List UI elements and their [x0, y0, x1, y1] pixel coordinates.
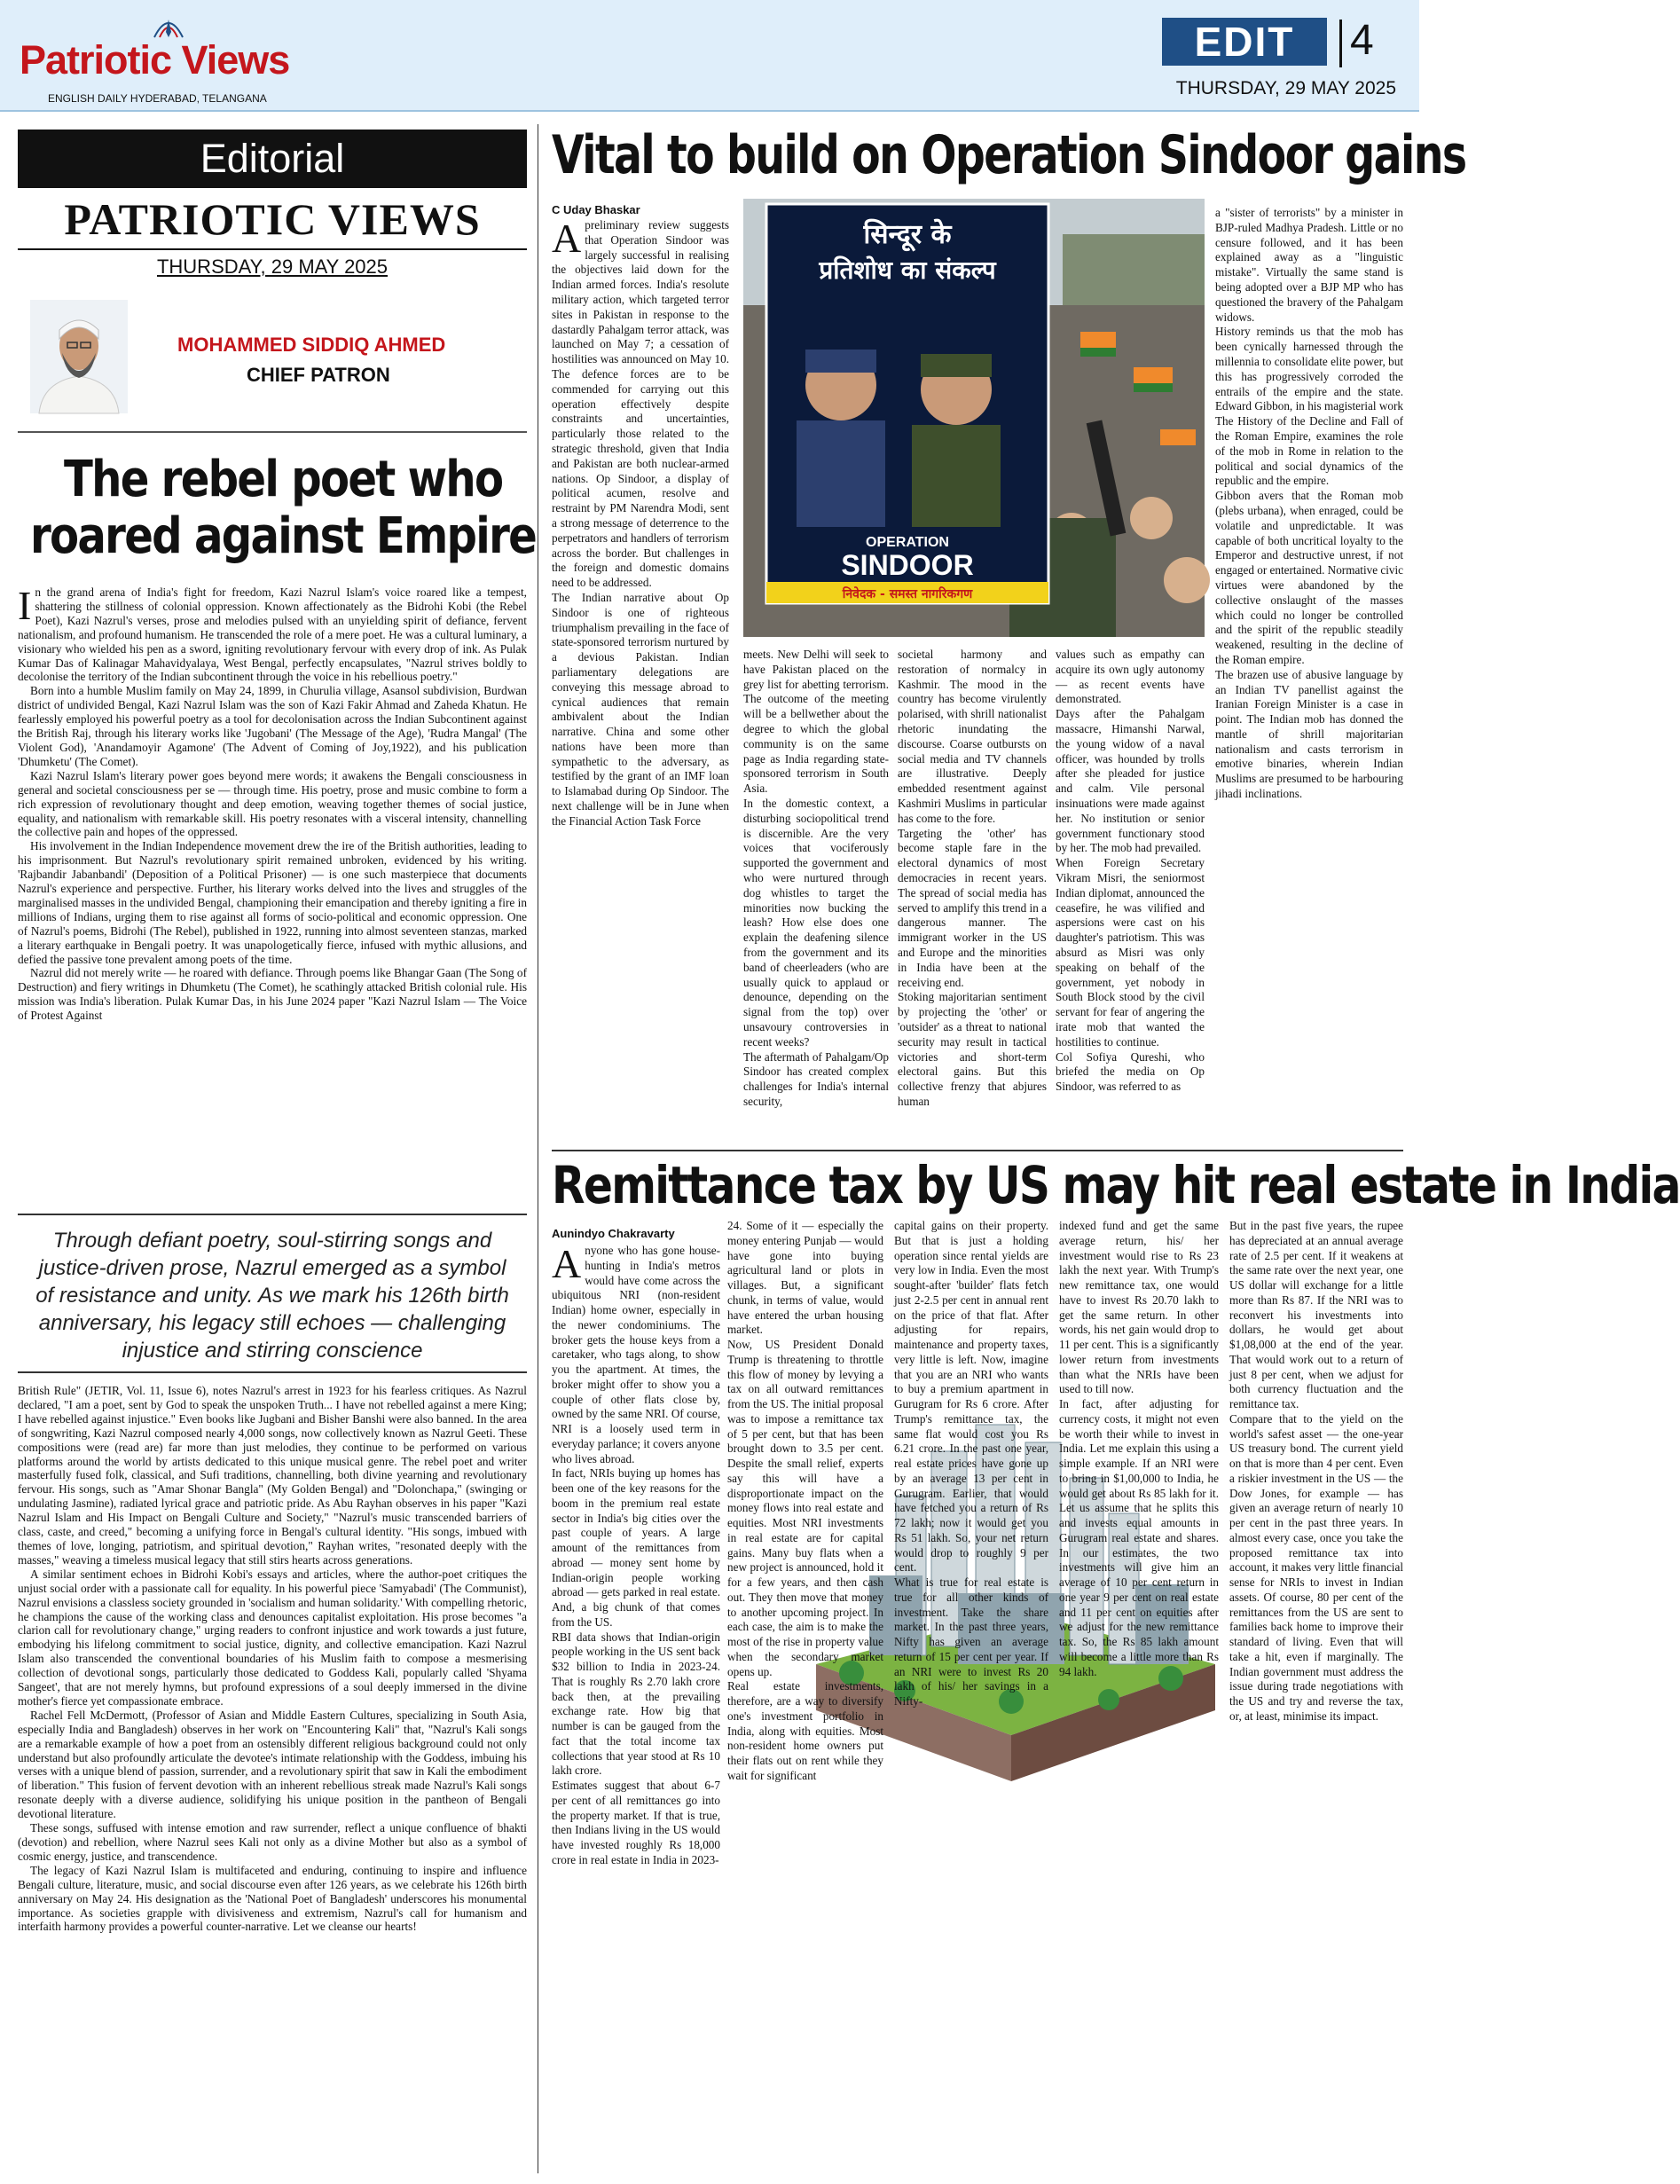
vital-byline: C Uday Bhaskar [552, 203, 640, 216]
paragraph: nyone who has gone house-hunting in India's metros would have come across the ubiquitous NRI (non-resident Indian) home owner, especially in the newer condominiums. The broker gets the house keys from a caretaker, who tags along, to show you the apartment. At times, the broker might offer to show you a couple of other flats close by, owned by the same NRI. Of course, NRI is a loosely used term in everyday parlance; it covers anyone who lives abroad. In fact, NRIs buying up homes has been one of the key reasons for the boom in the premium real estate sector in India's big cities over the past couple of years. A large amount of the remittances from abroad — money sent home by Indian-origin people working abroad — gets parked in real estate. And, a big chunk of that comes from the US. RBI data shows that Indian-origin people working in the US sent back $32 billion to India in 2023-24. That is roughly Rs 2.70 lakh crore back then, at the prevailing exchange rate. How big that number is can be gauged from the fact that the total income tax collections that year stood at Rs 10 lakh crore. Estimates suggest that about 6-7 per cent of all remittances go into the property market. If that is true, then Indians living in the US would have invested roughly Rs 18,000 crore in real estate in India in 2023- [552, 1244, 720, 1866]
section-divider [1339, 20, 1342, 67]
vital-col-3: societal harmony and restoration of normalcy in Kashmir. The mood in the country has become virulently polarised, with shrill nationalist rhetoric inundating the discourse. Coarse outbursts on social media and TV channels are illustrative. Deeply embedded resentment against Kashmiri Muslims in particular has come to the fore. Targeting the 'other' has become staple fare in the electoral dynamics of most democracies in recent years. The spread of social media has served to amplify this trend in a dangerous manner. The immigrant worker in the US and Europe and the minorities in India have been at the receiving end. Stoking majoritarian sentiment by projecting the 'other' or 'outsider' as a threat to national security may result in tactical victories and short-term electoral gains. But this collective frenzy that abjures human [898, 648, 1047, 1108]
paper-name: PATRIOTIC VIEWS [64, 194, 481, 244]
patron-title: CHIEF PATRON [247, 364, 390, 386]
drop-cap: A [552, 216, 582, 261]
paragraph: n the grand arena of India's fight for freedom, Kazi Nazrul Islam's voice roared like a tempest, shattering the stillness of colonial oppression. Known affectionately as the Bidrohi Kobi (the Rebel Poet), Kazi Nazrul's verses, prose and melodies pulsed with an unyielding spirit of defiance, fervent nationalism, and profound humanism. He transcended the role of a mere poet. He was a cultural luminary, a visionary who wielded his pen as a sword, igniting revolutionary fervour with every drop of ink. As Pulak Kumar Das of Kalinagar Mahavidyalaya, West Bengal, perfectly encapsulates, "Nazrul strives boldly to decolonise the territory of the Indian subcontinent through the voice in his rebellious poetry." [18, 585, 527, 684]
paragraph: Nazrul did not merely write — he roared with defiance. Through poems like Bhangar Gaan (The Song of Destruction) and fiery writings in Dhumketu (The Comet), he scathingly attacked British colonial rule. His mission was India's liberation. Pulak Kumar Das, in his June 2024 paper "Kazi Nazrul Islam — The Voice of Protest Against [18, 966, 527, 1023]
paragraph: Born into a humble Muslim family on May 24, 1899, in Churulia village, Asansol subdivision, Burdwan district of undivided Bengal, Kazi Nazrul Islam was the son of Kazi Fakir Ahmad and Zaheda Khatun. He fearlessly employed his powerful poetry as a tool for decolonisation across the Indian Subcontinent against the British Raj, through his literary works like 'Jugobani' (The Message of the Age), 'Rudra Mangal' (The Violent God), 'Anandamoyir Agamone' (The Advent of Coming of Joy,1922), and his publication 'Dhumketu' (The Comet). [18, 684, 527, 768]
divider [18, 431, 527, 433]
vital-col-1 [552, 218, 729, 1150]
remittance-col-5: But in the past five years, the rupee has depreciated at an annual average rate of 2.5 per cent. If it weakens at the same rate over the next year, one US dollar will exchange for a little more than Rs 87. If the NRI was to reconvert his investments into dollars, he would get about $1,08,000 at the end of the year. That would work out to a return of just 8 per cent, when we adjust for both currency fluctuation and the remittance tax. Compare that to the yield on the world's safest asset — the one-year US treasury bond. The current yield on that is more than 4 per cent. Even a riskier investment in the US — the Dow Jones, for example — has given an average return of nearly 10 per cent in the past three years. In almost every case, once you take the proposed remittance tax into account, it makes very little financial sense for NRIs to invest in Indian assets. Of course, 80 per cent of the remittances from the US are sent to families back home to improve their standard of living. Even that will take a hit, even if marginally. The Indian government must address the issue during trade negotiations with the US and try and reverse the tax, or, at least, minimise its impact. [1229, 1219, 1403, 1723]
protest-photo [743, 199, 1205, 637]
pull-quote: Through defiant poetry, soul-stirring songs and justice-driven prose, Nazrul emerged as a symbol of resistance and unity. As we mark his 126th birth anniversary, his legacy still echoes — challenging injustice and stirring conscience [35, 1229, 509, 1363]
vital-col-2: meets. New Delhi will seek to have Pakistan placed on the grey list for abetting terrorism. The outcome of the meeting will be a bellwether about the degree to which the global community is on the same page as India regarding state-sponsored terrorism in South Asia. In the domestic context, a disturbing sociopolitical trend is discernible. Are the very voices that vociferously supported the government and who were nurtured through dog whistles to target the minorities now bucking the leash? How else does one explain the deafening silence from the government and its band of cheerleaders (who are usually quick to applaud or denounce, depending on the signal from the top) over unsavoury controversies in recent weeks? The aftermath of Pahalgam/Op Sindoor has created complex challenges for India's internal security, [743, 648, 889, 1108]
patron-photo [30, 300, 128, 413]
section-rule [552, 1150, 1403, 1151]
patriotic-views-logo[interactable] [20, 12, 321, 105]
logo-tagline: ENGLISH DAILY HYDERABAD, TELANGANA [48, 92, 267, 105]
section-label: EDIT [1162, 18, 1327, 66]
paragraph: British Rule" (JETIR, Vol. 11, Issue 6), notes Nazrul's arrest in 1923 for his fearless critiques. As Nazrul declared, "I am a poet, sent by God to speak the unspoken Truth... I have not rebelled against a mere King; I have rebelled against injustice." Even books like Jugbani and Bisher Banshi were also banned. In the area of songwriting, Kazi Nazrul composed nearly 4,000 songs, now collectively known as Nazrul Geeti. These compositions were (read are) far more than just melodies, they continue to be performed on various platforms around the world by artists dedicated to this unique musical genre. The rebel poet and writer masterfully fused folk, classical, and Sufi traditions, channelling, both divine yearning and revolutionary fervour. His songs, such as "Amar Shonar Bangla" (My Golden Bengal) and "Dolonchapa," (swinging or undulating Jasmine), radiated lyrical grace and patriotic pride. As Abu Rayhan observes in his paper "Kazi Nazrul Islam and His Impact on Bengali Culture and Society," "Nazrul's music transcended barriers of class, caste, and creed," becoming a unifying force in Bengal's cultural identity. "His songs, imbued with themes of love, longing, patriotism, and spiritual devotion," Rayhan writes, "resonated deeply with the masses," weaving a timeless musical legacy that still stirs hearts across generations. [18, 1384, 527, 1567]
page-number: 4 [1350, 17, 1374, 64]
sign-footer: निवेदक - समस्त नागरिकगण [842, 587, 973, 601]
remittance-headline[interactable]: Remittance tax by US may hit real estate in India [552, 1155, 1680, 1215]
remittance-col-2: 24. Some of it — especially the money entering Punjab — would have gone into buying agricultural land or plots in villages. But, a significant chunk, in terms of value, would have entered the urban housing market. Now, US President Donald Trump is threatening to throttle this flow of money by levying a tax on all outward remittances from the US. The initial proposal was to impose a remittance tax of 5 per cent, but that has been brought down to 3.5 per cent. Despite the small relief, experts say this will have a disproportionate impact on the money flows into real estate and equities. Most NRI investments in real estate are for capital gains. Many buy flats when a new project is announced, hold it for a few years, and then cash out. They then move that money to another upcoming project. In each case, the aim is to make the most of the rise in property value when the secondary market opens up. Real estate investments, therefore, are a way to diversify one's investment portfolio in India, along with equities. Most non-resident home owners put their flats out on rent while they wait for significant [727, 1219, 883, 1782]
paragraph: preliminary review suggests that Operation Sindoor was largely successful in realising the objectives laid down for the Indian armed forces. India's resolute military action, which targeted terror sites in Pakistan in response to the dastardly Pahalgam terror attack, was launched on May 7; a cessation of hostilities was announced on May 10. The defence forces are to be commended for carrying out this operation effectively despite constraints and uncertainties, particularly those related to the strategic threshold, given that India and Pakistan are both nuclear-armed nations. Op Sindoor, a display of political acumen, resolve and restraint by PM Narendra Modi, sent a strong message of deterrence to the perpetrators and handlers of terrorism across the border. But challenges in the foreign and domestic domains need to be addressed. The Indian narrative about Op Sindoor is one of righteous triumphalism prevailing in the face of state-sponsored terrorism nurtured by a devious Pakistan. Indian parliamentary delegations are conveying this message abroad to cynical audiences that remain ambivalent about the Indian narrative. China and some other nations have been more than sympathetic to the adversary, as testified by the grant of an IMF loan to Islamabad during Op Sindoor. The next challenge will be in June when the Financial Action Task Force [552, 218, 729, 828]
editorial-date: THURSDAY, 29 MAY 2025 [156, 255, 389, 278]
remittance-col-1 [552, 1241, 720, 2173]
divider [18, 248, 527, 250]
drop-cap: A [552, 1241, 582, 1286]
paragraph: Kazi Nazrul Islam's literary power goes beyond mere words; it awakens the Bengali consciousness in general and societal consciousness per se — through time. His poetry, prose and music combine to form a rich expression of revolutionary thought and deep emotion, weaving together themes of social justice, equality, and nationalism with remarkable skill. His poetry resonates with a visceral intensity, channelling the collective pain and hopes of the oppressed. [18, 768, 527, 839]
logo-wordmark: Patriotic Views [20, 37, 290, 82]
sign-line-2: प्रतिशोध का संकल्प [819, 255, 996, 285]
remittance-col-3: capital gains on their property. But that is just a holding operation since rental yields are very low in India. Even the most sought-after 'builder' flats fetch just 2-2.5 per cent in annual rent on the price of that flat. After adjusting for repairs, maintenance and property taxes, very little is left. Now, imagine that you are an NRI who wants to buy a premium apartment in Gurugram for Rs 6 crore. After Trump's remittance tax, the same flat would cost you Rs 6.21 crore. In the past one year, real estate prices have gone up by an average 13 per cent in Gurugram. Earlier, that would have fetched you a return of Rs 72 lakh; now it would get you Rs 51 lakh. So, your net return would drop to roughly 9 per cent. What is true for real estate is true for all other kinds of investment. Take the share market. In the past three years, Nifty has given an average return of 15 per cent per year. If an NRI were to invest Rs 20 lakh of his/ her savings in a Nifty- [894, 1219, 1048, 1708]
poet-article-top [18, 585, 527, 1203]
paragraph: His involvement in the Indian Independence movement drew the ire of the British authorities, leading to his imprisonment. But Nazrul's revolutionary spirit remained unbroken, evidenced by his writing. 'Rajbandir Jabanbandi' (Deposition of a Political Prisoner) — is one such masterpiece that documents Nazrul's experience and perspective. Further, his literary works delved into the lives and struggles of the marginalised masses in the undivided Bengal, championing their emancipation and thereby igniting a fire in millions of Indians, urging them to rise against all forms of socio-political and economic oppression. One of Nazrul's poems, Bidrohi (The Rebel), published in 1922, running into almost seventeen stanzas, marked a literary earthquake in Bengali poetry. It was unapologetically fierce, infused with mythic allusions, and defied the passive tone prevalent among poets of the time. [18, 839, 527, 966]
sign-line-1: सिन्दूर के [863, 219, 952, 250]
vital-headline[interactable]: Vital to build on Operation Sindoor gains [552, 124, 1466, 186]
issue-date: THURSDAY, 29 MAY 2025 [1175, 78, 1396, 98]
paragraph: These songs, suffused with intense emotion and raw surrender, reflect a unique confluence of bhakti (devotion) and rebellion, where Nazrul sees Kali not only as a divine Mother but also as a symbol of cosmic energy, justice, and transcendence. [18, 1821, 527, 1863]
vital-col-4: values such as empathy can acquire its own ugly autonomy — as recent events have demonstrated. Days after the Pahalgam massacre, Himanshi Narwal, the young widow of a naval officer, was hounded by trolls after she pleaded for justice and calm. Vile personal insinuations were made against her. No institution or senior government functionary stood by her. The mob had prevailed. When Foreign Secretary Vikram Misri, the seniormost Indian diplomat, announced the ceasefire, he was vilified and aspersions were cast on his daughter's patriotism. This was absurd as Misri was only speaking on behalf of the government, yet nobody in South Block stood by the civil servant for fear of angering the irate mob that wanted the hostilities to continue. Col Sofiya Qureshi, who briefed the media on Op Sindoor, was referred to as [1056, 648, 1205, 1094]
paragraph: Rachel Fell McDermott, (Professor of Asian and Middle Eastern Cultures, specializing in South Asia, especially India and Bangladesh) observes in her work on "Encountering Kali" that, "Nazrul's Kali songs are a remarkable example of how a poet from an ostensibly different religious background could not only understand but also profoundly articulate the devotee's intimate relationship with the Goddess, imbuing his verses with a unique blend of passion, surrender, and a revolutionary spirit that saw in Kali the embodiment of liberation." This fusion of fervent devotion with an inherent rebellious streak made Nazrul's Kali songs resonate deeply with a diverse audience, solidifying his unique position in the pantheon of Bengali devotional literature. [18, 1708, 527, 1821]
sign-op: OPERATION [866, 535, 949, 550]
sign-sindoor: SINDOOR [841, 549, 974, 581]
drop-cap: I [18, 583, 32, 628]
patron-name: MOHAMMED SIDDIQ AHMED [177, 334, 446, 356]
masthead [0, 0, 1419, 112]
remittance-col-4: indexed fund and get the same average return, his/ her investment would rise to Rs 23 lakh the next year. With Trump's new remittance tax, one would have to invest Rs 20.70 lakh to get the same return. In other words, his net gain would drop to 11 per cent. This is a significantly lower return from investments than what the NRIs have been used to till now. In fact, after adjusting for currency costs, it might not even be worth their while to invest in India. Let me explain this using a simple example. If an NRI were to bring in $1,00,000 to India, he would get about Rs 85 lakh for it. Let us assume that he splits this and invests equal amounts in Gurugram real estate and shares. In our estimates, the two investments will give him an average of 10 per cent return in one year 9 per cent on real estate and 11 per cent on equities after we adjust for the new remittance tax. So, the Rs 85 lakh amount will become a little more than Rs 94 lakh. [1059, 1219, 1219, 1678]
editorial-banner: Editorial [18, 130, 527, 188]
remittance-byline: Aunindyo Chakravarty [552, 1227, 675, 1240]
poet-headline-line1[interactable]: The rebel poet who [64, 451, 503, 508]
poet-article-bottom [18, 1384, 527, 2172]
poet-headline-line2[interactable]: roared against Empire [30, 507, 537, 565]
paragraph: A similar sentiment echoes in Bidrohi Kobi's essays and articles, where the author-poet critiques the unjust social order with a passionate call for equality. In his powerful piece 'Samyabadi' (The Communist), Nazrul envisions a classless society grounded in 'socialism and human solidarity.' With compelling rhetoric, he champions the cause of the working class and denounces capitalist exploitation. His prose becomes "a clarion call for revolutionary change," urging readers to confront injustice and work towards a just future, embodying his lifelong commitment to social justice, dignity, and collective emancipation. Kazi Nazrul Islam also transcended the conventional boundaries of his Muslim faith to compose a mesmerising collection of devotional songs, particularly those dedicated to Goddess Kali, popularly called 'Shyama Sangeet', that are not merely hymns, but profound expressions of a soul deeply immersed in the divine mother's fierce yet compassionate embrace. [18, 1567, 527, 1708]
vital-col-5: a "sister of terrorists" by a minister in BJP-ruled Madhya Pradesh. Little or no censure followed, and it has been explained away as a "linguistic mistake". Virtually the same stand is being adopted over a BJP MP who has questioned the bravery of the Pahalgam widows. History reminds us that the mob has been cynically harnessed through the millennia to consolidate elite power, but this has progressively corroded the entrails of the empire and the state. Edward Gibbon, in his magisterial work The History of the Decline and Fall of the Roman Empire, examines the role of the mob in Rome in relation to the political and social dynamics of the republic and the empire. Gibbon avers that the Roman mob (plebs urbana), when enraged, could be volatile and unpredictable. It was capable of both uncritical loyalty to the Emperor and destructive unrest, if not engaged or entertained. Normative civic virtues were abandoned by the collective onslaught of the masses which could no longer be controlled and the spirit of the republic steadily weakened, resulting in the decline of the Roman empire. The brazen use of abusive language by an Indian TV panellist against the Iranian Foreign Minister is a case in point. The Indian mob has donned the mantle of shrill majoritarian nationalism and casts terrorism in emotive binaries, wherein Indian Muslims are presumed to be harbouring jihadi inclinations. [1215, 206, 1404, 801]
paragraph: The legacy of Kazi Nazrul Islam is multifaceted and enduring, continuing to inspire and influence Bengali culture, literature, music, and social discourse even after 126 years, as we celebrate his 126th birth anniversary on May 24. His designation as the 'National Poet of Bangladesh' underscores his monumental importance. As societies grapple with divisiveness and extremism, Nazrul's call for humanism and interfaith harmony provides a powerful counter-narrative. Let we cleanse our hearts! [18, 1863, 527, 1934]
